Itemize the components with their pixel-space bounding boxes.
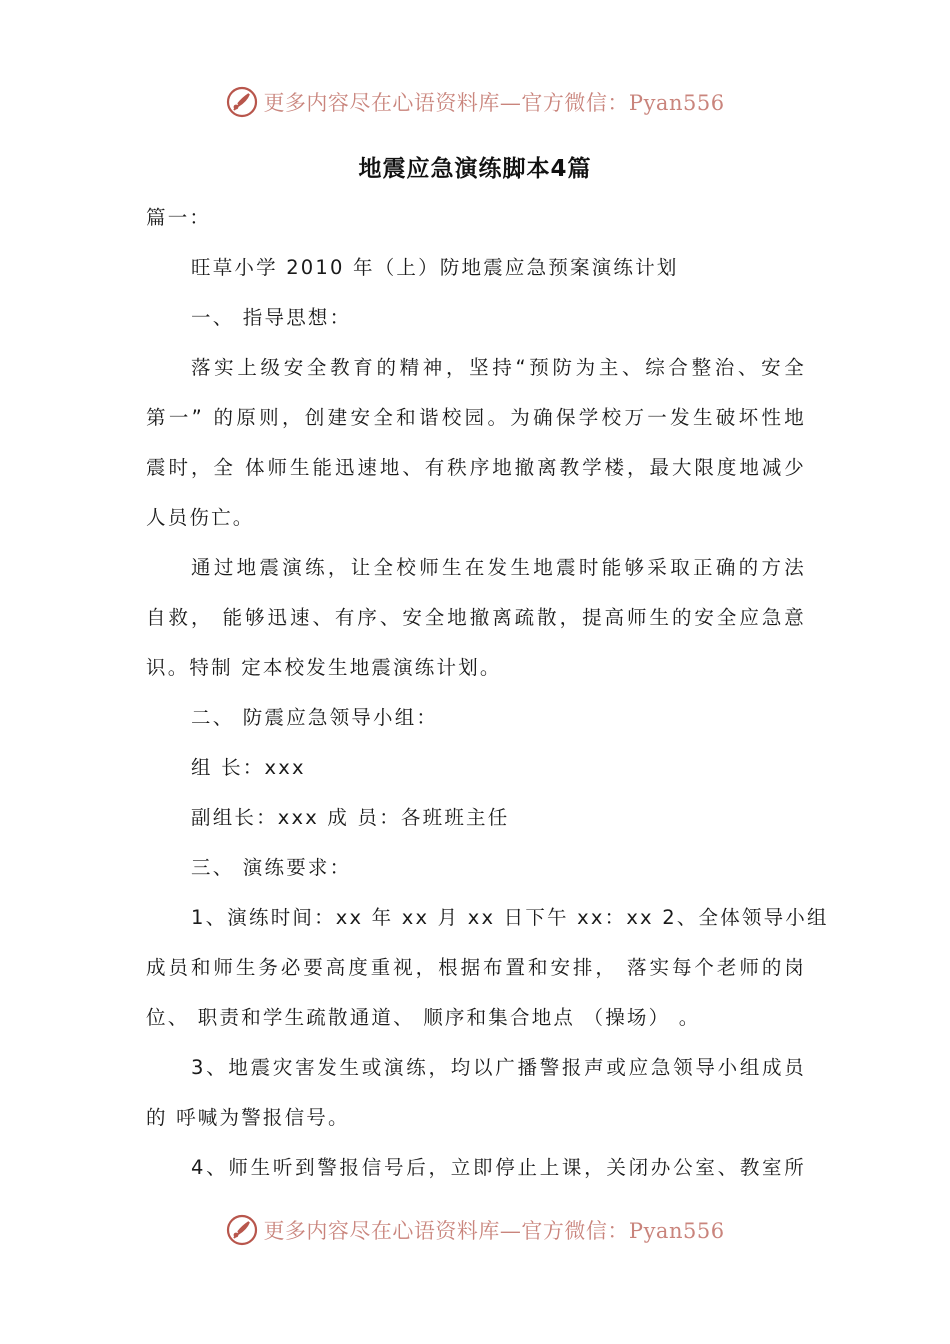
paragraph-line: 第一” 的原则，创建安全和谐校园。为确保学校万一发生破坏性地 <box>146 406 806 429</box>
heading-guiding-thought: 一、 指导思想： <box>191 306 352 329</box>
paragraph-line: 3、地震灾害发生或演练，均以广播警报声或应急领导小组成员 <box>191 1056 806 1079</box>
paragraph-line: 自救， 能够迅速、有序、安全地撤离疏散，提高师生的安全应急意 <box>146 606 806 629</box>
section-label: 篇一： <box>146 206 212 229</box>
paragraph-line: 位、 职责和学生疏散通道、 顺序和集合地点 （操场） 。 <box>146 1006 701 1029</box>
paragraph-line: 震时，全 体师生能迅速地、有秩序地撤离教学楼，最大限度地减少 <box>146 456 806 479</box>
paragraph-line: 人员伤亡。 <box>146 506 255 529</box>
paragraph-line: 成员和师生务必要高度重视，根据布置和安排， 落实每个老师的岗 <box>146 956 806 979</box>
watermark-banner-top <box>0 82 950 122</box>
document-title: 地震应急演练脚本4篇 <box>358 156 592 182</box>
watermark-banner-bottom <box>0 1210 950 1250</box>
group-leader-line: 组 长：xxx <box>191 756 306 779</box>
paragraph-line: 4、师生听到警报信号后，立即停止上课，关闭办公室、教室所 <box>191 1156 806 1179</box>
quill-circle-logo-icon <box>225 1213 259 1247</box>
paragraph-line: 的 呼喊为警报信号。 <box>146 1106 350 1129</box>
watermark-text: 更多内容尽在心语资料库—官方微信：Pyan556 <box>263 91 725 115</box>
paragraph-line: 通过地震演练，让全校师生在发生地震时能够采取正确的方法 <box>191 556 806 579</box>
deputy-leader-line: 副组长：xxx 成 员：各班班主任 <box>191 806 510 829</box>
paragraph-line: 落实上级安全教育的精神，坚持“预防为主、综合整治、安全 <box>191 356 806 379</box>
heading-drill-requirements: 三、 演练要求： <box>191 856 352 879</box>
plan-heading: 旺草小学 2010 年（上）防地震应急预案演练计划 <box>191 256 679 279</box>
heading-leadership-group: 二、 防震应急领导小组： <box>191 706 439 729</box>
watermark-text: 更多内容尽在心语资料库—官方微信：Pyan556 <box>263 1219 725 1243</box>
paragraph-line: 识。特制 定本校发生地震演练计划。 <box>146 656 502 679</box>
document-body <box>146 193 829 1193</box>
paragraph-line: 1、演练时间：xx 年 xx 月 xx 日下午 xx：xx 2、全体领导小组 <box>191 906 829 929</box>
quill-circle-logo-icon <box>225 85 259 119</box>
